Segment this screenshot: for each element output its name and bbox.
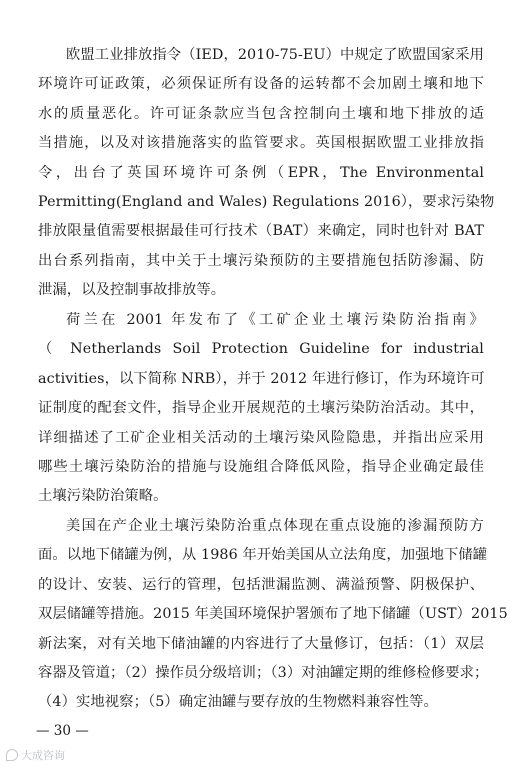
paragraph-3-line: 容器及管道；（2）操作员分级培训；（3）对油罐定期的维修检修要求； [38,665,489,681]
paragraph-2-line: 证制度的配套文件，指导企业开展规范的土壤污染防治活动。其中， [38,400,484,417]
page-number: — 30 — [36,723,89,739]
paragraph-3-line: （4）实地视察；（5）确定油罐与要存放的生物燃料兼容性等。 [38,694,438,711]
paragraph-1-line: 泄漏，以及控制事故排放等。 [38,282,226,299]
paragraph-3-line: 面。以地下储罐为例，从 1986 年开始美国从立法角度，加强地下储罐 [38,547,488,564]
watermark [6,748,65,764]
paragraph-1-line: 出台系列指南，其中关于土壤污染预防的主要措施包括防渗漏、防 [38,252,484,269]
paragraph-3-line: 新法案，对有关地下储油罐的内容进行了大量修订，包括：（1）双层 [38,635,484,652]
paragraph-3-line: 双层储罐等措施。2015 年美国环境保护署颁布了地下储罐（UST）2015 [38,606,508,623]
paragraph-2-line: 详细描述了工矿企业相关活动的土壤污染风险隐患，并指出应采用 [38,429,484,446]
watermark-logo-icon [6,749,18,761]
watermark-text: 大成咨询 [21,749,65,762]
paragraph-1-line: 排放限量值需要根据最佳可行技术（BAT）来确定，同时也针对 BAT [38,223,484,240]
paragraph-2-line: activities，以下简称 NRB），并于 2012 年进行修订，作为环境许可 [38,370,485,387]
paragraph-1-line: 当措施，以及对该措施落实的监管要求。英国根据欧盟工业排放指 [38,135,484,152]
paragraph-1-line: 欧盟工业排放指令（IED，2010-75-EU）中规定了欧盟国家采用 [66,47,484,63]
paragraph-3-line: 的设计、安装、运行的管理，包括泄漏监测、满溢预警、阴极保护、 [38,576,484,593]
paragraph-2-line: 土壤污染防治策略。 [38,488,168,505]
paragraph-2-line: 荷兰在 2001 年发布了《工矿企业土壤污染防治指南》 [66,312,484,328]
paragraph-2-line: （ Netherlands Soil Protection Guideline for industrial [38,341,484,358]
paragraph-1-line: Permitting(England and Wales) Regulations 2016），要求污染物 [38,194,495,210]
paragraph-2-line: 哪些土壤污染防治的措施与设施组合降低风险，指导企业确定最佳 [38,459,484,475]
paragraph-1-line: 令，出台了英国环境许可条例（EPR，The Environmental [38,164,484,181]
paragraph-1-line: 环境许可证政策，必须保证所有设备的运转都不会加剧土壤和地下 [38,76,484,93]
paragraph-1-line: 水的质量恶化。许可证条款应当包含控制向土壤和地下排放的适 [38,105,484,122]
paragraph-3-line: 美国在产企业土壤污染防治重点体现在重点设施的渗漏预防方 [66,518,484,534]
